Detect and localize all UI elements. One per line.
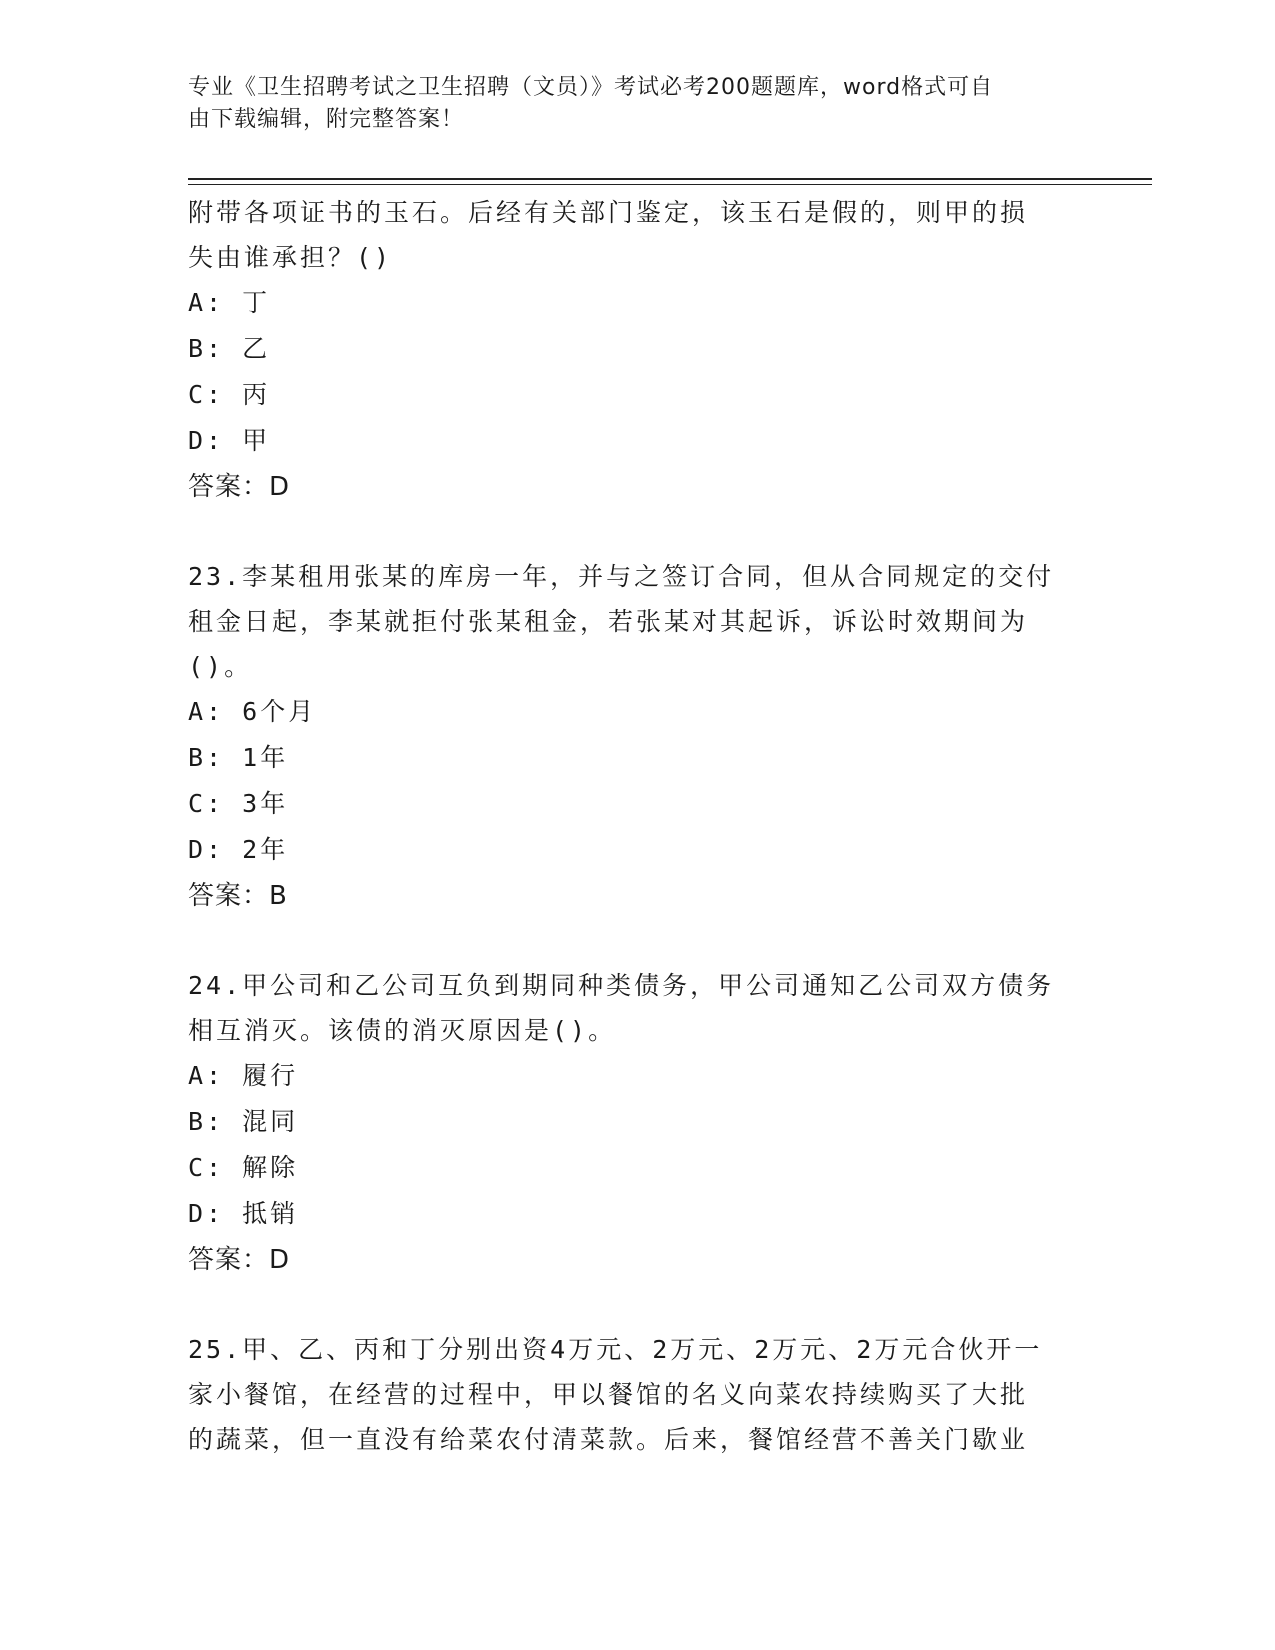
answer-line: 答案：D (188, 1245, 291, 1275)
option-d: D: 抵销 (188, 1199, 299, 1228)
question-text-line: 相互消灭。该债的消灭原因是()。 (188, 1016, 617, 1045)
question-text-line: 租金日起，李某就拒付张某租金，若张某对其起诉，诉讼时效期间为 (188, 607, 1029, 636)
option-d: D: 甲 (188, 426, 271, 455)
question-23 (188, 554, 1088, 919)
question-text-line: 23.李某租用张某的库房一年，并与之签订合同，但从合同规定的交付 (188, 562, 1055, 591)
question-text-line: 家小餐馆，在经营的过程中，甲以餐馆的名义向菜农持续购买了大批 (188, 1380, 1029, 1409)
option-a: A: 履行 (188, 1061, 299, 1090)
option-b: B: 混同 (188, 1107, 299, 1136)
question-24 (188, 963, 1088, 1283)
header-divider-thick (188, 178, 1152, 180)
document-header (188, 72, 1088, 136)
document-body (188, 190, 1088, 1462)
question-25 (188, 1327, 1088, 1462)
option-d: D: 2年 (188, 835, 289, 864)
header-divider-thin (188, 184, 1152, 185)
header-line-2: 由下载编辑，附完整答案！ (188, 107, 465, 132)
option-b: B: 1年 (188, 743, 289, 772)
question-text-line: ()。 (188, 652, 253, 681)
answer-line: 答案：B (188, 881, 288, 911)
question-text-line: 失由谁承担？() (188, 243, 393, 272)
option-c: C: 丙 (188, 380, 271, 409)
option-a: A: 丁 (188, 288, 271, 317)
question-fragment (188, 190, 1088, 510)
header-line-1: 专业《卫生招聘考试之卫生招聘（文员）》考试必考200题题库，word格式可自 (188, 75, 994, 100)
option-a: A: 6个月 (188, 697, 317, 726)
question-text-line: 附带各项证书的玉石。后经有关部门鉴定，该玉石是假的，则甲的损 (188, 198, 1029, 227)
answer-line: 答案：D (188, 472, 291, 502)
option-c: C: 解除 (188, 1153, 299, 1182)
question-text-line: 24.甲公司和乙公司互负到期同种类债务，甲公司通知乙公司双方债务 (188, 971, 1055, 1000)
question-text-line: 25.甲、乙、丙和丁分别出资4万元、2万元、2万元、2万元合伙开一 (188, 1335, 1043, 1364)
question-text-line: 的蔬菜，但一直没有给菜农付清菜款。后来，餐馆经营不善关门歇业 (188, 1425, 1029, 1454)
option-b: B: 乙 (188, 334, 271, 363)
option-c: C: 3年 (188, 789, 289, 818)
